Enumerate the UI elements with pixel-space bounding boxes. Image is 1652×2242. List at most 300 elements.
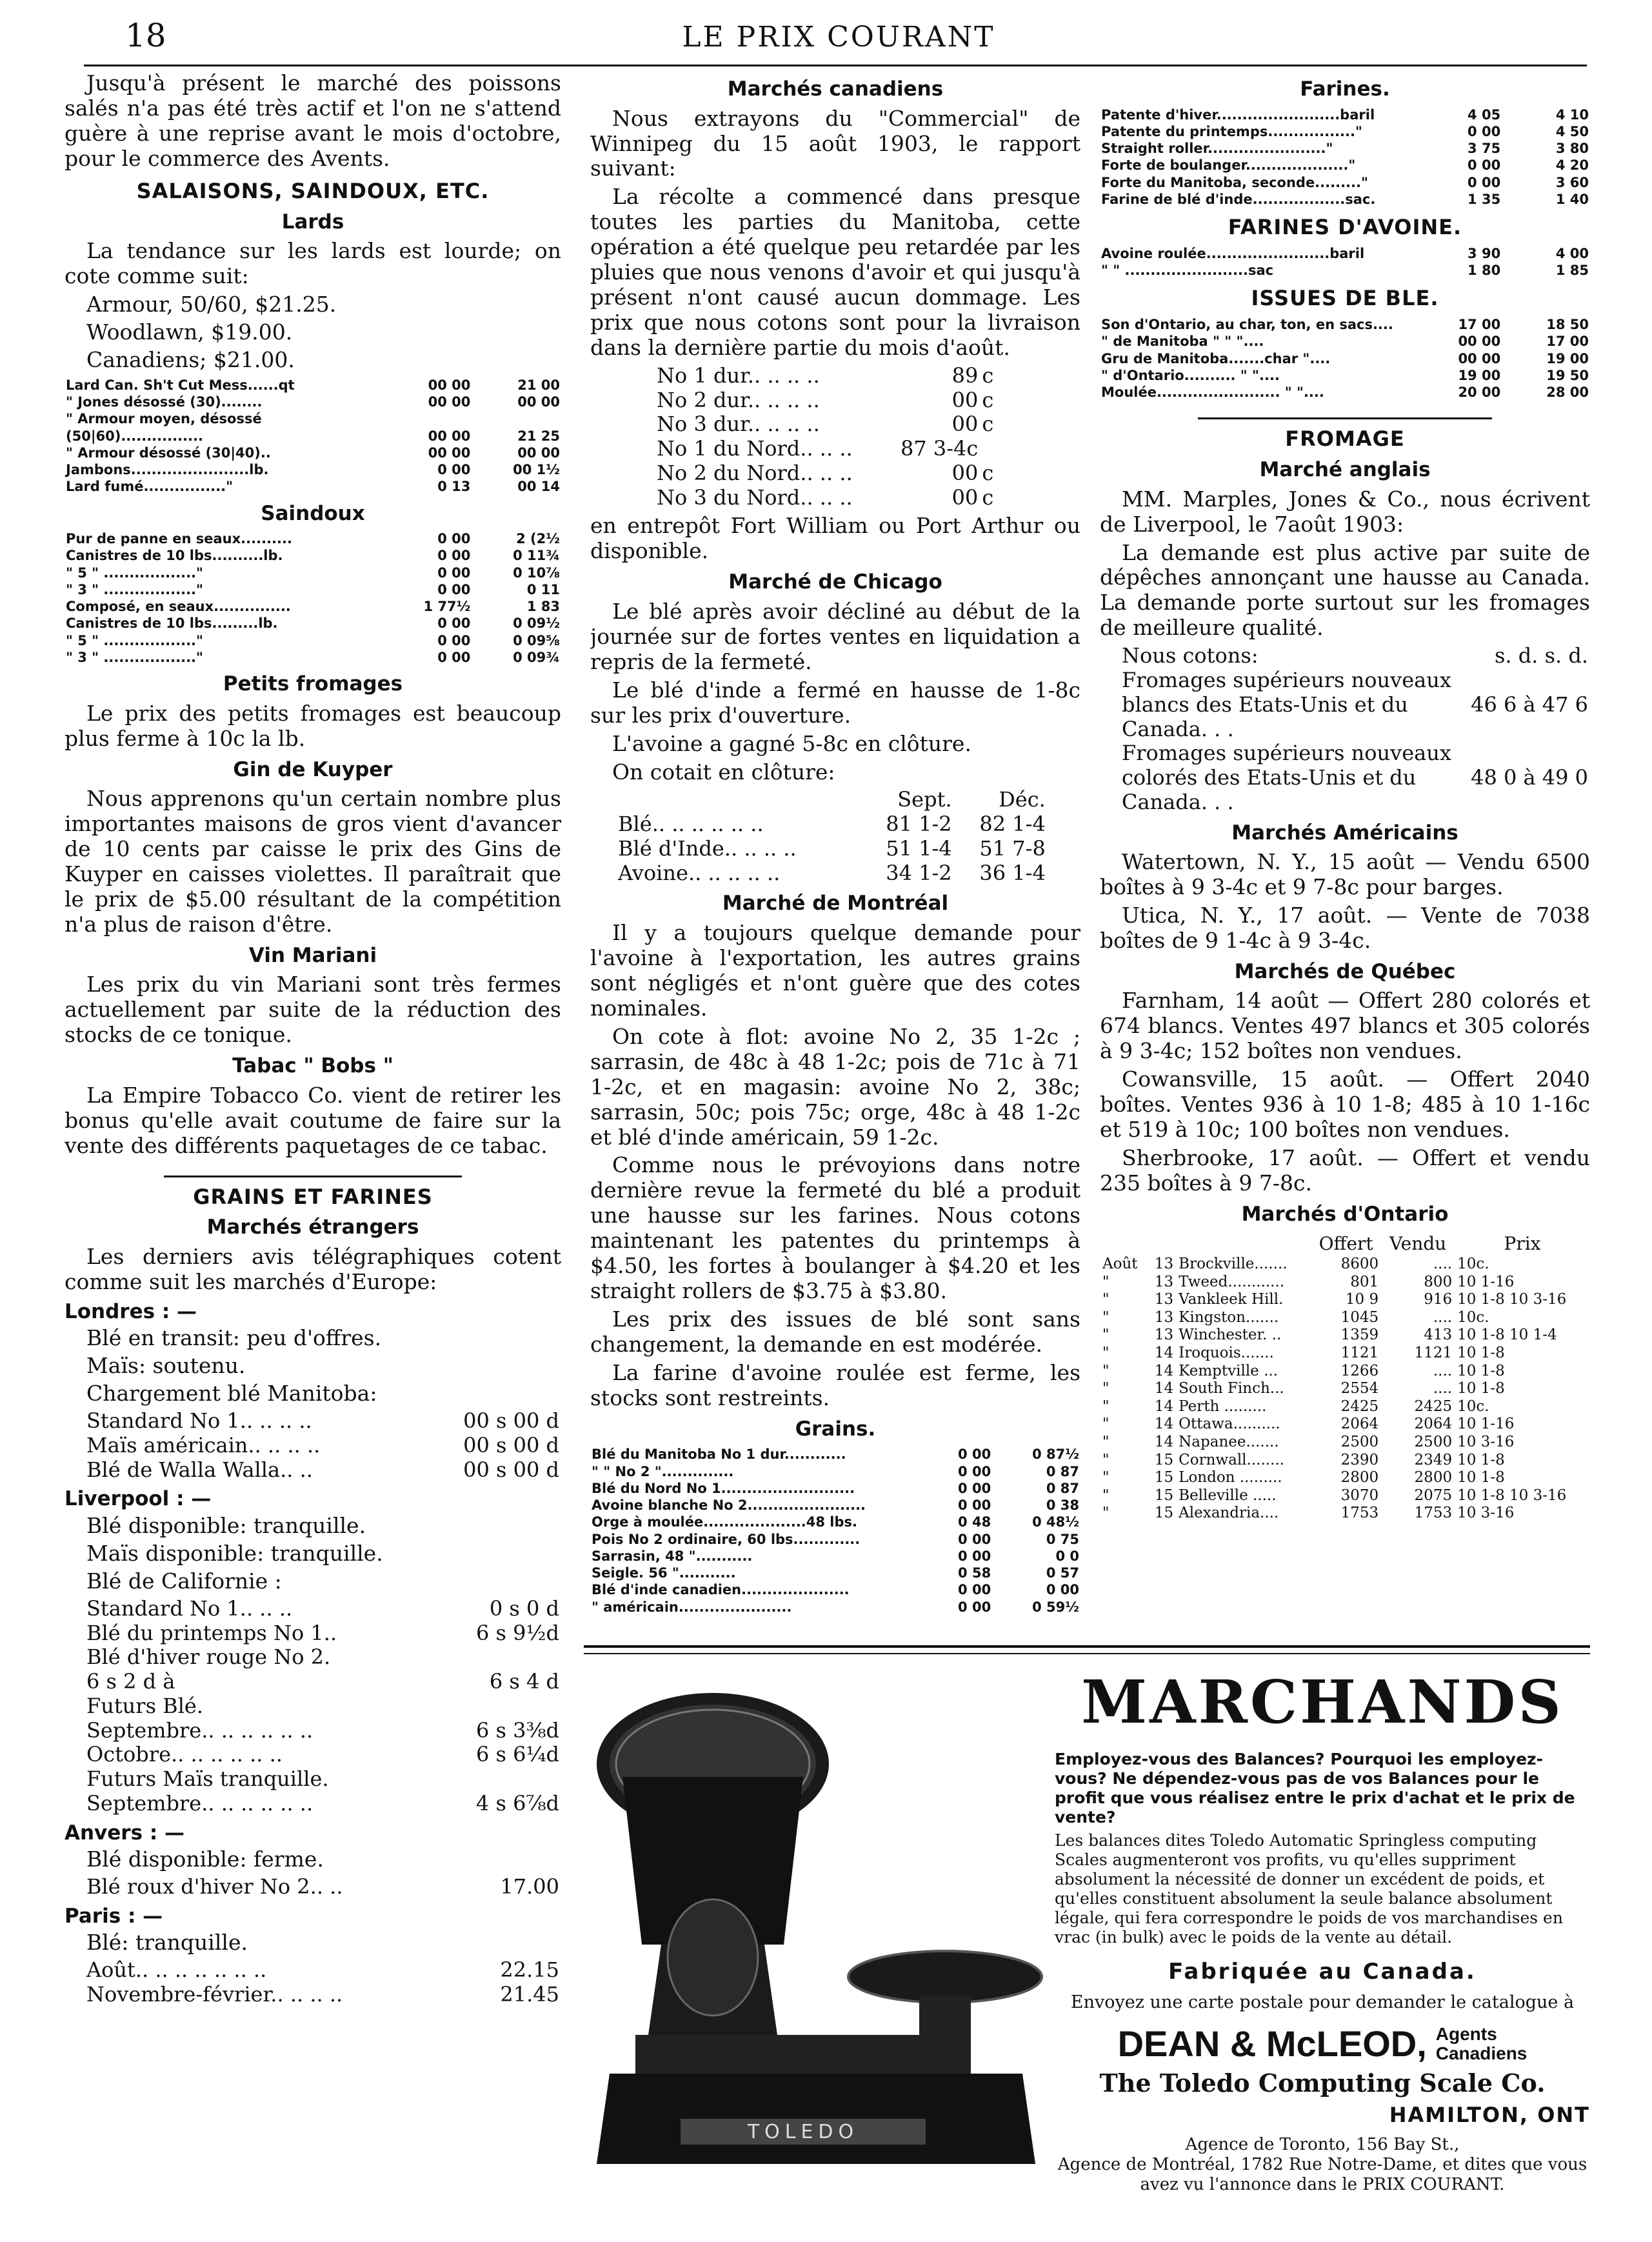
market-line: Maïs disponible: tranquille. [86,1540,383,1566]
price-row [590,1565,1080,1581]
price-low: 4 05 [1468,106,1501,123]
scale-illustration [584,1674,1048,2209]
market-line: Blé disponible: tranquille. [86,1512,366,1538]
grade-name: No 2 du Nord.. .. .. [657,460,853,485]
offered: 1359 [1340,1326,1379,1344]
price: 10c. [1457,1308,1489,1326]
grade-row [655,486,998,510]
item-name: Patente du printemps................." [1101,123,1362,139]
town: Napanee....... [1179,1434,1279,1451]
price-low: 00 00 [1458,334,1501,350]
market-row [1100,668,1590,741]
price-low: 3 90 [1468,245,1501,261]
price-row [65,377,561,394]
price-high: 0 10⅞ [513,565,560,581]
day: 14 [1154,1397,1174,1415]
price-low: 0 00 [958,1497,991,1514]
price-row [1100,245,1590,262]
price-high: 19 00 [1546,350,1589,366]
market-value: 00 s 00 d [463,1457,559,1482]
price-high: 0 09¾ [513,649,560,665]
item-name: " de Manitoba " " ".... [1101,334,1264,350]
grade-row [655,461,998,486]
paris-table [65,1958,561,2007]
offered: 1753 [1340,1505,1379,1522]
offered: 2425 [1340,1397,1379,1415]
price-high: 0 59½ [1032,1599,1079,1615]
price-high: 1 83 [526,599,560,615]
price-low: 1 35 [1468,191,1501,207]
price: 10 1-16 [1457,1416,1515,1433]
farines-heading: Farines. [1300,77,1390,101]
ad-catalogue: Envoyez une carte postale pour demander le catalogue à [1070,1992,1575,2012]
canadiens-text: Nous extrayons du "Commercial" de Winnipeg du 15 août 1903, le rapport suivant: [590,105,1080,181]
price-low: 0 00 [1468,174,1501,190]
market-value: 00 s 00 d [463,1408,559,1434]
price-row [1100,262,1590,279]
americains-heading: Marchés Américains [1231,821,1458,845]
market-line: Chargement blé Manitoba: [86,1381,377,1406]
market-row [65,1875,561,1899]
price-low: 0 13 [437,479,471,495]
day: 13 [1154,1326,1174,1344]
town: Vankleek Hill. [1179,1291,1284,1308]
item-name: Canistres de 10 lbs..........lb. [66,548,283,564]
market-item: Novembre-février.. .. .. .. [86,1982,343,2007]
price-low: 20 00 [1458,385,1501,401]
lards-quote: Woodlawn, $19.00. [86,319,293,345]
price-low: 0 00 [958,1446,991,1463]
item-name: Straight roller......................." [1101,141,1333,157]
price-high: 2 (2½ [516,531,560,547]
ontario-table [1100,1232,1590,1523]
ontario-row [1100,1487,1590,1505]
price: 10 3-16 [1457,1434,1515,1451]
avoine-table [1100,245,1590,279]
ontario-row [1100,1345,1590,1363]
ontario-row [1100,1434,1590,1452]
column-1 [65,71,561,2219]
vin-text: Les prix du vin Mariani sont très fermes actuellement par suite de la réduction des stocks de ce tonique. [65,972,561,1048]
col-head: Sept. [897,787,952,812]
grade-name: No 3 dur.. .. .. .. [657,412,820,437]
month: Août [1102,1256,1138,1273]
market-value: 17.00 [500,1874,559,1899]
petits-fromages-text: Le prix des petits fromages est beaucoup plus ferme à 10c la lb. [65,700,561,751]
grade-price: 89 [951,363,979,388]
market-item: Septembre.. .. .. .. .. .. [86,1790,313,1816]
price-low: 0 00 [1468,157,1501,174]
ad-footer: Agence de Toronto, 156 Bay St., Agence de Montréal, 1782 Rue Notre-Dame, et dites que vous avez vu l'annonce dans le PRIX COURANT. [1057,2135,1587,2195]
item-name: Pois No 2 ordinaire, 60 lbs............. [592,1531,861,1547]
item-name: Sarrasin, 48 "........... [592,1548,753,1564]
sold: 1121 [1414,1345,1453,1362]
price: 10c. [1457,1256,1489,1273]
town: Kingston....... [1179,1308,1279,1326]
ontario-row [1100,1326,1590,1345]
item-name: Patente d'hiver........................baril [1101,106,1375,123]
price-high: 4 50 [1555,123,1589,139]
day: 13 [1154,1256,1174,1273]
price-row [1100,157,1590,174]
anglais-text: MM. Marples, Jones & Co., nous écrivent de Liverpool, le 7août 1903: [1100,486,1590,537]
town: Iroquois....... [1179,1345,1274,1362]
price: 10 1-8 [1457,1345,1505,1362]
offered: 10 9 [1345,1291,1379,1308]
offered: 2390 [1340,1451,1379,1468]
ad-body: Les balances dites Toledo Automatic Springless computing Scales augmenteront vos profits, vu qu'elles suppriment absolument la nécessité de donner un excédent de poids, et qu'elles constituent absolument la seule balance absolument légale, qui fera correspondre le poids de vos marchandises en vrac (in bulk) avec le poids de la vente au détail. [1055,1831,1563,1947]
ad-agent [1055,2023,1590,2065]
market-row [65,1767,561,1792]
price-row [590,1446,1080,1463]
town: Tweed............ [1179,1273,1285,1290]
ontario-row [1100,1274,1590,1292]
canadiens-text: La récolte a commencé dans presque toutes les parties du Manitoba, cette opération a été quelque peu retardée par les pluies que nous venons d'avoir et qui jusqu'à présent n'ont causé aucun dommage. Les prix que nous cotons sont pour la livraison dans la dernière partie du mois d'août. [590,184,1080,361]
grade-row [655,388,998,413]
dec-price: 82 1-4 [979,812,1046,837]
price-row [65,478,561,495]
price-high: 4 10 [1555,106,1589,123]
price-row [1100,140,1590,157]
chicago-row [616,861,1048,886]
price-high: 0 87½ [1032,1446,1079,1463]
market-row [65,1743,561,1767]
price-row [1100,350,1590,367]
grade-unit: c [982,412,994,437]
month: " [1102,1326,1110,1344]
market-row [65,1621,561,1646]
day: 14 [1154,1416,1174,1433]
market-item: Blé roux d'hiver No 2.. .. [86,1874,343,1899]
price-low: 00 00 [428,394,471,410]
day: 15 [1154,1505,1174,1522]
price-row [65,410,561,427]
grade-name: No 3 du Nord.. .. .. [657,485,853,510]
market-line: Blé disponible: ferme. [86,1847,324,1872]
price-high: 00 00 [517,394,560,410]
month: " [1102,1486,1110,1504]
item-name: Gru de Manitoba.......char ".... [1101,350,1331,366]
grains-price-heading: Grains. [795,1417,876,1441]
price-low: 0 00 [437,581,471,597]
item-name: Composé, en seaux............... [66,599,291,615]
price-high: 1 40 [1555,191,1589,207]
grains-price-table [590,1446,1080,1616]
grade-price: 00 [951,460,979,485]
price-low: 00 00 [428,428,471,444]
market-value [441,1767,561,1792]
ontario-row [1100,1380,1590,1398]
cotons-label: Nous cotons: [1122,643,1259,668]
market-value: 46 6 à 47 6 [1471,692,1588,717]
item-name: " 3 " .................." [66,581,203,597]
town: Kemptville ... [1179,1362,1279,1379]
item-name: (50|60)................ [66,428,203,444]
gin-text: Nous apprenons qu'un certain nombre plus importantes maisons de gros vient d'avancer de 10 cents par caisse le prix des Gins de Kuyper en caisses violettes. Il paraîtrait que le prix de $5.00 résultant de la compétition n'a plus de raison d'être. [65,786,561,937]
item-name: Blé du Nord No 1.......................... [592,1480,855,1496]
market-item: Fromages supérieurs nouveaux blancs des Etats-Unis et du Canada. . . [1122,668,1451,741]
intro-paragraph: Jusqu'à présent le marché des poissons salés n'a pas été très actif et l'on ne s'attend guère à une reprise avant le mois d'octobre, pour le commerce des Avents. [65,71,561,171]
quebec-heading: Marchés de Québec [1234,959,1456,983]
grains-heading: GRAINS ET FARINES [193,1184,433,1209]
price-row [1100,384,1590,401]
grade-price: 00 [951,387,979,412]
sold: 2425 [1414,1397,1453,1415]
market-item: Maïs américain.. .. .. .. [86,1432,321,1457]
day: 14 [1154,1380,1174,1397]
sold: 2500 [1414,1434,1453,1451]
lards-quote: Canadiens; $21.00. [86,346,295,372]
col-head: Prix [1504,1232,1541,1254]
market-row [1100,741,1590,814]
publication-title: LE PRIX COURANT [682,21,995,54]
offered: 3070 [1340,1486,1379,1504]
quebec-text: Cowansville, 15 août. — Offert 2040 boîtes. Ventes 936 à 10 1-8; 485 à 10 1-16c et 519 à 10c; 100 boîtes non vendues. [1100,1066,1590,1143]
sold: 1753 [1414,1505,1453,1522]
day: 15 [1154,1469,1174,1486]
grade-unit: c [982,363,994,388]
price-low: 17 00 [1458,317,1501,333]
price-low: 0 00 [437,616,471,632]
vin-heading: Vin Mariani [248,943,377,967]
fromage-heading: FROMAGE [1285,426,1405,452]
grade-price: 00 [951,412,979,437]
price-low: 00 00 [428,377,471,393]
ad-made-in-canada: Fabriquée au Canada. [1168,1959,1477,1985]
price: 10 1-8 [1457,1451,1505,1468]
chicago-text: On cotait en clôture: [612,759,835,785]
market-item: 6 s 2 d à [86,1669,175,1694]
tabac-text: La Empire Tobacco Co. vient de retirer les bonus qu'elle avait coutume de faire sur la vente des différents paquetages de ce tabac. [65,1082,561,1158]
price-low: 0 00 [437,632,471,648]
price-low: 19 00 [1458,367,1501,383]
price-low: 0 00 [958,1480,991,1496]
montreal-text: Comme nous le prévoyions dans notre dernière revue la fermeté du blé a produit une hausse sur les farines. Nous cotons maintenant les patentes du printemps à $4.50, les fortes à boulanger à $4.20 et les straight rollers de $3.75 à $3.80. [590,1152,1080,1304]
market-value: 21.45 [500,1982,559,2007]
price-high: 28 00 [1546,385,1589,401]
price-row [65,615,561,632]
price-high: 0 11¾ [513,548,560,564]
lards-text: La tendance sur les lards est lourde; on cote comme suit: [65,238,561,289]
commodity: Blé d'Inde.. .. .. .. [618,836,797,861]
item-name: Moulée........................ " ".... [1101,385,1324,401]
ad-question: Employez-vous des Balances? Pourquoi les employez-vous? Ne dépendez-vous pas de vos Balances pour le profit que vous réalisez entre le prix d'achat et le prix de vente? [1055,1750,1575,1827]
ad-city: HAMILTON, ONT [1389,2103,1590,2128]
price-low: 0 00 [437,462,471,478]
grade-row [655,412,998,437]
col-head: Déc. [999,787,1046,812]
market-line: Blé de Californie : [86,1568,282,1594]
price-row [65,581,561,598]
price-row [1100,316,1590,333]
price-high: 4 00 [1555,245,1589,261]
market-item: Blé du printemps No 1.. [86,1620,337,1645]
montreal-heading: Marché de Montréal [722,892,949,916]
saindoux-heading: Saindoux [261,501,365,525]
grade-name: No 1 dur.. .. .. .. [657,363,820,388]
commodity: Avoine.. .. .. .. .. [618,860,781,885]
market-item: Fromages supérieurs nouveaux colorés des Etats-Unis et du Canada. . . [1122,741,1451,814]
column-3 [1100,71,1590,1639]
header-rule [84,65,1587,66]
item-name: " 3 " .................." [66,649,203,665]
grade-price: 87 3-4c [900,436,979,461]
town: Cornwall........ [1179,1451,1285,1468]
price: 10 1-8 10 3-16 [1457,1291,1567,1308]
sold: 916 [1424,1291,1453,1308]
day: 15 [1154,1486,1174,1504]
manitoba-wheat-table [655,364,998,510]
lards-heading: Lards [281,210,344,234]
item-name: Forte de boulanger...................." [1101,157,1356,174]
price-low: 00 00 [1458,350,1501,366]
town: Perth ......... [1179,1397,1267,1415]
price-low: 0 00 [437,531,471,547]
ontario-heading: Marchés d'Ontario [1241,1202,1449,1226]
americains-text: Watertown, N. Y., 15 août — Vendu 6500 boîtes à 9 3-4c et 9 7-8c pour barges. [1100,849,1590,900]
item-name: Son d'Ontario, au char, ton, en sacs.... [1101,317,1393,333]
sold: 800 [1424,1273,1453,1290]
market-row [65,1458,561,1483]
price: 10c. [1457,1397,1489,1415]
item-name: Pur de panne en seaux.......... [66,531,292,547]
item-name: Blé d'inde canadien..................... [592,1582,850,1598]
liverpool-heading: Liverpool : — [65,1487,212,1511]
market-row [65,1597,561,1621]
market-value: 22.15 [500,1957,559,1983]
scale-label: TOLEDO [747,2121,859,2143]
canadiens-heading: Marchés canadiens [727,77,944,101]
ontario-row [1100,1363,1590,1381]
etrangers-heading: Marchés étrangers [206,1216,419,1239]
price-row [1100,333,1590,350]
ontario-row [1100,1256,1590,1274]
canadiens-text: en entrepôt Fort William ou Port Arthur ou disponible. [590,513,1080,564]
item-name: Canistres de 10 lbs.........lb. [66,616,278,632]
town: Belleville ..... [1179,1486,1277,1504]
anglais-text: La demande est plus active par suite de dépêches annonçant une hausse au Canada. La demande porte surtout sur les fromages de meilleure qualité. [1100,539,1590,641]
item-name: Lard Can. Sh't Cut Mess......qt [66,377,295,393]
price-low: 0 00 [958,1582,991,1598]
month: " [1102,1380,1110,1397]
month: " [1102,1469,1110,1486]
anglais-table [1100,644,1590,814]
month: " [1102,1291,1110,1308]
price-high: 3 80 [1555,141,1589,157]
montreal-text: On cote à flot: avoine No 2, 35 1-2c ; sarrasin, de 48c à 48 1-2c; pois de 71c à 71 1-2c, et en magasin: avoine No 2, 38c; sarrasin, 50c; pois 75c; orge, 48c à 48 1-2c et blé d'inde américain, 59 1-2c. [590,1023,1080,1150]
ontario-row [1100,1309,1590,1327]
market-item: Futurs Maïs tranquille. [86,1767,329,1792]
price-row [590,1463,1080,1480]
month: " [1102,1308,1110,1326]
price-high: 0 48½ [1032,1514,1079,1530]
day: 14 [1154,1434,1174,1451]
price-high: 21 00 [517,377,560,393]
price-row [65,461,561,478]
price-high: 00 1½ [513,462,560,478]
sd-label: s. d. s. d. [1494,643,1588,668]
market-value: 6 s 3⅜d [476,1717,559,1743]
price-low: 1 80 [1468,263,1501,279]
saindoux-price-table [65,530,561,666]
price-high: 0 00 [1046,1582,1079,1598]
col-head: Offert [1319,1232,1373,1254]
price-row [65,565,561,581]
americains-text: Utica, N. Y., 17 août. — Vente de 7038 boîtes de 9 1-4c à 9 3-4c. [1100,902,1590,953]
market-value [441,1694,561,1719]
grade-unit: c [982,387,994,412]
ontario-row [1100,1291,1590,1309]
price-high: 0 11 [526,581,560,597]
offered: 2800 [1340,1469,1379,1486]
item-name: Orge à moulée....................48 lbs. [592,1514,858,1530]
price-high: 0 87 [1046,1463,1079,1479]
price: 10 1-8 10 1-4 [1457,1326,1557,1344]
price-low: 1 77½ [423,599,471,615]
item-name: Forte du Manitoba, seconde........." [1101,174,1368,190]
item-name: " 5 " .................." [66,632,203,648]
chicago-text: Le blé après avoir décliné au début de la journée sur de fortes ventes en liquidation a repris de la fermeté. [590,598,1080,674]
price-row [1100,367,1590,384]
quebec-text: Sherbrooke, 17 août. — Offert et vendu 235 boîtes à 9 7-8c. [1100,1145,1590,1196]
ontario-row [1100,1505,1590,1523]
price-high: 0 09⅝ [513,632,560,648]
month: " [1102,1416,1110,1433]
price-row [65,547,561,564]
item-name: Avoine roulée........................baril [1101,245,1365,261]
sold: 2349 [1414,1451,1453,1468]
price-high [472,410,561,427]
ontario-row [1100,1469,1590,1487]
chicago-heading: Marché de Chicago [728,570,942,594]
item-name: Farine de blé d'inde..................sac. [1101,191,1376,207]
grade-row [655,364,998,388]
month: " [1102,1397,1110,1415]
offered: 1045 [1340,1308,1379,1326]
month: " [1102,1362,1110,1379]
sold: .... [1433,1362,1453,1379]
town: Winchester. .. [1179,1326,1282,1344]
town: London ......... [1179,1469,1282,1486]
item-name: Avoine blanche No 2....................... [592,1497,866,1514]
issues-heading: ISSUES DE BLE. [1251,286,1439,311]
market-line: Blé: tranquille. [86,1930,248,1956]
price-low: 0 00 [1468,123,1501,139]
market-row [65,1409,561,1434]
price-high: 0 38 [1046,1497,1079,1514]
chicago-row [616,837,1048,861]
market-item: Blé de Walla Walla.. .. [86,1457,313,1482]
chicago-text: L'avoine a gagné 5-8c en clôture. [612,730,971,756]
section-divider [1198,417,1492,419]
price-high: 00 14 [517,479,560,495]
market-item: Septembre.. .. .. .. .. .. [86,1717,313,1743]
price-high: 00 00 [517,445,560,461]
lards-quote: Armour, 50/60, $21.25. [86,291,337,317]
gin-heading: Gin de Kuyper [233,757,393,781]
day: 14 [1154,1345,1174,1362]
ad-company: The Toledo Computing Scale Co. [1099,2068,1546,2098]
price-row [65,530,561,547]
market-item: Août.. .. .. .. .. .. .. [86,1957,267,1983]
price-high: 0 0 [1055,1548,1079,1564]
salaisons-heading: SALAISONS, SAINDOUX, ETC. [136,178,490,203]
anglais-heading: Marché anglais [1259,458,1431,482]
grains-text: Les derniers avis télégraphiques cotent comme suit les marchés d'Europe: [65,1243,561,1294]
item-name: Seigle. 56 "........... [592,1565,736,1581]
item-name: " Jones désossé (30)........ [66,394,263,410]
price-row [65,632,561,649]
